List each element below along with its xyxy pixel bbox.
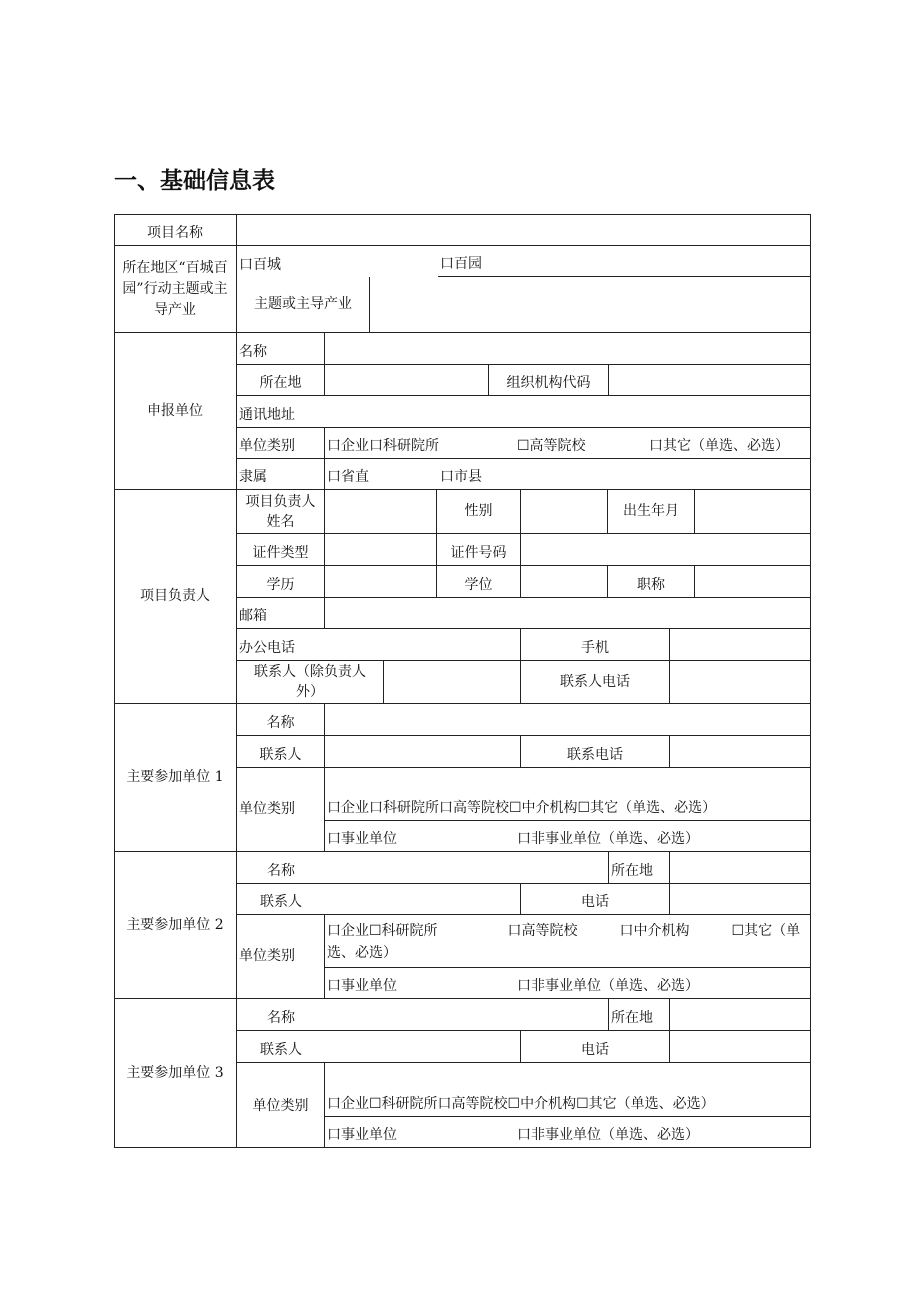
contact-person-label: 联系人（除负责人外） <box>237 661 384 704</box>
contact-phone-field[interactable] <box>670 661 811 704</box>
region-label: 所在地区“百城百园”行动主题或主导产业 <box>114 246 237 333</box>
participant2-section-label: 主要参加单位 2 <box>114 852 237 999</box>
participant3-location-field[interactable] <box>670 999 811 1031</box>
mobile-label: 手机 <box>521 629 670 661</box>
leader-section-label: 项目负责人 <box>114 490 237 704</box>
participant2-location-label: 所在地 <box>609 852 670 884</box>
participant1-nature-nonpublic[interactable]: 口非事业单位（单选、必选） <box>515 821 811 852</box>
office-phone-label: 办公电话 <box>237 629 325 661</box>
education-label: 学历 <box>237 566 325 598</box>
participant2-phone-label: 电话 <box>521 884 670 915</box>
applicant-address-label: 通讯地址 <box>237 396 325 428</box>
region-option-city[interactable]: 口百城 <box>239 257 281 273</box>
participant2-phone-field[interactable] <box>670 884 811 915</box>
org-code-label: 组织机构代码 <box>489 365 609 396</box>
participant3-phone-field[interactable] <box>670 1031 811 1063</box>
participant1-name-label: 名称 <box>237 704 325 736</box>
mobile-field[interactable] <box>670 629 811 661</box>
participant3-name-field[interactable] <box>325 999 609 1031</box>
participant1-nature-public[interactable]: 口事业单位 <box>325 821 515 852</box>
participant1-type-options[interactable]: 口企业口科研院所口高等院校☐中介机构☐其它（单选、必选） <box>325 768 811 821</box>
contact-phone-label: 联系人电话 <box>521 661 670 704</box>
participant3-contact-label: 联系人 <box>237 1031 325 1063</box>
participant3-nature-nonpublic[interactable]: 口非事业单位（单选、必选） <box>515 1117 811 1148</box>
participant2-type-label: 单位类别 <box>237 915 325 999</box>
theme-industry-label: 主题或主导产业 <box>237 277 370 333</box>
applicant-type-option-university[interactable]: ☐高等院校 <box>515 428 647 459</box>
org-code-field[interactable] <box>609 365 811 396</box>
applicant-type-option-other[interactable]: 口其它（单选、必选） <box>647 428 811 459</box>
theme-industry-field[interactable] <box>370 277 811 333</box>
participant1-section-label: 主要参加单位 1 <box>114 704 237 852</box>
applicant-type-option-enterprise-institute[interactable]: 口企业口科研院所 <box>325 428 515 459</box>
leader-name-label: 项目负责人姓名 <box>237 490 325 534</box>
affiliation-option-city[interactable]: 口市县 <box>438 459 811 490</box>
participant2-name-label: 名称 <box>237 852 325 884</box>
participant2-location-field[interactable] <box>670 852 811 884</box>
project-name-label: 项目名称 <box>114 214 237 246</box>
participant1-name-field[interactable] <box>325 704 811 736</box>
participant3-section-label: 主要参加单位 3 <box>114 999 237 1148</box>
participant3-location-label: 所在地 <box>609 999 670 1031</box>
degree-field[interactable] <box>521 566 608 598</box>
professional-title-field[interactable] <box>695 566 811 598</box>
region-option-park[interactable]: 口百园 <box>438 246 811 277</box>
contact-person-field[interactable] <box>384 661 521 704</box>
affiliation-option-provincial[interactable]: 口省直 <box>325 459 438 490</box>
leader-name-field[interactable] <box>325 490 437 534</box>
participant2-name-field[interactable] <box>325 852 609 884</box>
participant2-nature-public[interactable]: 口事业单位 <box>325 968 515 999</box>
id-number-label: 证件号码 <box>437 534 521 566</box>
participant1-phone-field[interactable] <box>670 736 811 768</box>
participant3-phone-label: 电话 <box>521 1031 670 1063</box>
applicant-name-field[interactable] <box>325 333 811 365</box>
applicant-name-label: 名称 <box>237 333 325 365</box>
participant1-contact-field[interactable] <box>325 736 521 768</box>
project-name-field[interactable] <box>237 214 811 246</box>
participant3-contact-field[interactable] <box>325 1031 521 1063</box>
participant2-contact-field[interactable] <box>325 884 521 915</box>
participant2-nature-nonpublic[interactable]: 口非事业单位（单选、必选） <box>515 968 811 999</box>
applicant-section-label: 申报单位 <box>114 333 237 490</box>
office-phone-field[interactable] <box>325 629 521 661</box>
participant1-type-label: 单位类别 <box>237 768 325 852</box>
affiliation-label: 隶属 <box>237 459 325 490</box>
email-label: 邮箱 <box>237 598 325 629</box>
form-title: 一、基础信息表 <box>114 168 275 194</box>
applicant-address-field[interactable] <box>325 396 811 428</box>
participant2-contact-label: 联系人 <box>237 884 325 915</box>
participant3-nature-public[interactable]: 口事业单位 <box>325 1117 515 1148</box>
email-field[interactable] <box>325 598 811 629</box>
participant3-name-label: 名称 <box>237 999 325 1031</box>
applicant-location-field[interactable] <box>325 365 489 396</box>
gender-label: 性别 <box>437 490 521 534</box>
id-type-label: 证件类型 <box>237 534 325 566</box>
birth-date-field[interactable] <box>695 490 811 534</box>
id-type-field[interactable] <box>325 534 437 566</box>
applicant-type-label: 单位类别 <box>237 428 325 459</box>
participant2-type-options[interactable]: 口企业☐科研院所 口高等院校 口中介机构 ☐其它（单选、必选） <box>325 915 811 968</box>
participant1-contact-label: 联系人 <box>237 736 325 768</box>
participant1-phone-label: 联系电话 <box>521 736 670 768</box>
gender-field[interactable] <box>521 490 608 534</box>
education-field[interactable] <box>325 566 437 598</box>
professional-title-label: 职称 <box>608 566 695 598</box>
participant3-type-options[interactable]: 口企业☐科研院所口高等院校☐中介机构☐其它（单选、必选） <box>325 1063 811 1117</box>
participant3-type-label: 单位类别 <box>237 1063 325 1148</box>
id-number-field[interactable] <box>521 534 811 566</box>
birth-date-label: 出生年月 <box>608 490 695 534</box>
degree-label: 学位 <box>437 566 521 598</box>
applicant-location-label: 所在地 <box>237 365 325 396</box>
